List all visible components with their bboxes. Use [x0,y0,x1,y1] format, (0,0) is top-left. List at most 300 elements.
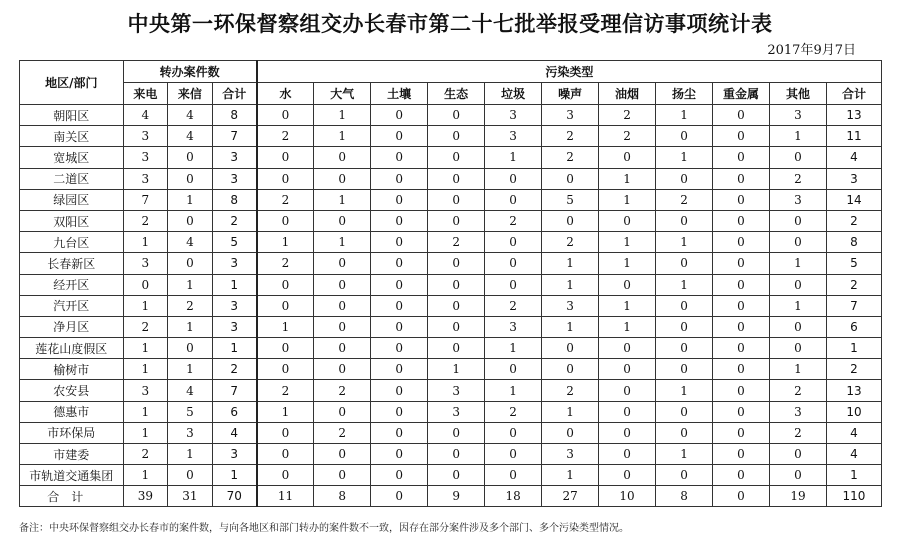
table-cell: 1 [656,380,713,401]
region-name: 长春新区 [20,253,124,274]
table-cell: 0 [656,338,713,359]
table-cell: 0 [713,465,770,486]
table-cell: 3 [212,295,257,316]
table-cell: 1 [257,316,314,337]
page-title: 中央第一环保督察组交办长春市第二十七批举报受理信访事项统计表 [127,12,773,36]
pollution-group-header: 污染类型 [257,61,882,83]
table-cell: 1 [599,253,656,274]
table-cell: 0 [713,401,770,422]
table-cell: 1 [769,126,826,147]
table-cell: 3 [123,147,168,168]
table-cell: 1 [314,189,371,210]
table-cell: 0 [485,232,542,253]
table-cell: 0 [371,168,428,189]
table-cell: 0 [371,295,428,316]
table-cell: 0 [485,168,542,189]
table-row [20,274,882,295]
region-name: 市环保局 [20,422,124,443]
region-name: 朝阳区 [20,105,124,126]
table-cell: 0 [485,274,542,295]
table-cell: 2 [168,295,213,316]
table-cell: 0 [314,465,371,486]
table-cell: 0 [599,380,656,401]
table-cell: 0 [713,189,770,210]
total-cell: 0 [371,486,428,507]
table-cell: 1 [314,126,371,147]
table-cell: 1 [542,465,599,486]
table-cell: 8 [826,232,881,253]
table-cell: 4 [168,380,213,401]
table-cell: 0 [485,189,542,210]
table-cell: 0 [428,316,485,337]
table-cell: 0 [485,444,542,465]
table-cell: 0 [168,210,213,231]
region-name: 九台区 [20,232,124,253]
table-cell: 2 [123,210,168,231]
region-name: 汽开区 [20,295,124,316]
table-cell: 0 [599,147,656,168]
pollution-col-header: 大气 [314,83,371,105]
table-cell: 3 [212,316,257,337]
table-cell: 0 [769,465,826,486]
total-label: 合计 [47,489,96,504]
table-cell: 7 [123,189,168,210]
table-cell: 2 [314,422,371,443]
table-cell: 0 [713,295,770,316]
table-cell: 0 [713,105,770,126]
table-cell: 0 [542,168,599,189]
table-cell: 3 [428,401,485,422]
table-cell: 2 [257,380,314,401]
table-cell: 13 [826,105,881,126]
table-cell: 0 [428,210,485,231]
table-cell: 3 [485,126,542,147]
table-row [20,168,882,189]
table-cell: 0 [485,465,542,486]
table-cell: 4 [826,422,881,443]
pollution-col-header: 重金属 [713,83,770,105]
table-cell: 0 [371,189,428,210]
pollution-col-header: 噪声 [542,83,599,105]
table-cell: 1 [485,147,542,168]
table-cell: 3 [485,316,542,337]
table-cell: 5 [826,253,881,274]
region-name: 榆树市 [20,359,124,380]
table-cell: 0 [428,105,485,126]
table-cell: 0 [314,168,371,189]
table-cell: 0 [428,147,485,168]
pollution-col-header: 合计 [826,83,881,105]
table-cell: 0 [257,465,314,486]
table-cell: 0 [257,168,314,189]
table-cell: 0 [257,147,314,168]
table-cell: 2 [428,232,485,253]
table-cell: 0 [371,338,428,359]
statistics-table [19,60,882,507]
table-cell: 6 [826,316,881,337]
table-cell: 8 [212,189,257,210]
table-cell: 0 [314,338,371,359]
table-cell: 1 [769,359,826,380]
table-cell: 0 [542,338,599,359]
table-cell: 1 [599,232,656,253]
footnote: 备注：中央环保督察组交办长春市的案件数，与向各地区和部门转办的案件数不一致，因存在部分案件涉及多个部门、多个污染类型情况。 [19,523,629,534]
table-cell: 1 [485,338,542,359]
table-cell: 0 [599,465,656,486]
total-cell: 8 [314,486,371,507]
transfer-col-header: 来信 [168,83,213,105]
table-cell: 0 [656,253,713,274]
table-cell: 0 [428,274,485,295]
table-cell: 1 [599,168,656,189]
table-cell: 0 [599,401,656,422]
table-cell: 4 [123,105,168,126]
table-cell: 2 [769,380,826,401]
table-cell: 3 [212,168,257,189]
table-cell: 0 [371,316,428,337]
table-cell: 0 [371,465,428,486]
table-cell: 0 [428,444,485,465]
table-row [20,126,882,147]
table-cell: 1 [212,338,257,359]
table-cell: 0 [371,105,428,126]
table-cell: 0 [257,444,314,465]
table-cell: 2 [826,274,881,295]
table-cell: 0 [257,359,314,380]
table-cell: 1 [212,465,257,486]
table-cell: 2 [212,359,257,380]
table-cell: 0 [168,338,213,359]
table-cell: 0 [314,444,371,465]
table-cell: 3 [826,168,881,189]
table-cell: 0 [769,444,826,465]
table-cell: 0 [314,359,371,380]
table-row [20,232,882,253]
table-cell: 2 [123,316,168,337]
table-cell: 0 [599,359,656,380]
table-cell: 4 [826,147,881,168]
table-cell: 0 [428,189,485,210]
table-cell: 7 [212,126,257,147]
table-cell: 3 [212,147,257,168]
table-cell: 1 [542,401,599,422]
table-row [20,189,882,210]
table-row [20,147,882,168]
table-cell: 0 [257,274,314,295]
table-cell: 1 [168,274,213,295]
table-cell: 1 [656,274,713,295]
table-cell: 4 [168,126,213,147]
pollution-col-header: 水 [257,83,314,105]
transfer-group-header: 转办案件数 [123,61,257,83]
pollution-col-header: 扬尘 [656,83,713,105]
transfer-col-header: 合计 [212,83,257,105]
region-name: 宽城区 [20,147,124,168]
table-cell: 0 [371,401,428,422]
table-cell: 0 [769,274,826,295]
table-cell: 0 [713,274,770,295]
table-cell: 0 [314,401,371,422]
table-cell: 0 [428,338,485,359]
table-cell: 0 [371,210,428,231]
table-cell: 0 [485,422,542,443]
table-cell: 1 [656,444,713,465]
table-cell: 3 [542,105,599,126]
table-cell: 2 [769,168,826,189]
table-cell: 3 [542,295,599,316]
table-cell: 4 [168,105,213,126]
total-cell: 110 [826,486,881,507]
region-name: 南关区 [20,126,124,147]
table-cell: 2 [542,380,599,401]
table-cell: 0 [257,422,314,443]
table-cell: 0 [656,401,713,422]
table-cell: 1 [257,401,314,422]
total-cell: 70 [212,486,257,507]
table-cell: 0 [314,295,371,316]
table-cell: 1 [599,189,656,210]
table-cell: 0 [656,359,713,380]
table-cell: 8 [212,105,257,126]
pollution-col-header: 其他 [769,83,826,105]
table-cell: 3 [168,422,213,443]
table-cell: 1 [769,253,826,274]
table-cell: 0 [769,210,826,231]
table-cell: 1 [168,359,213,380]
table-cell: 3 [769,189,826,210]
region-name: 市建委 [20,444,124,465]
table-cell: 5 [212,232,257,253]
table-cell: 0 [371,422,428,443]
table-row [20,401,882,422]
table-cell: 4 [212,422,257,443]
region-name: 绿园区 [20,189,124,210]
table-cell: 0 [713,232,770,253]
region-header: 地区/部门 [20,61,124,105]
table-cell: 2 [769,422,826,443]
total-row [20,486,882,507]
table-cell: 1 [542,274,599,295]
table-cell: 0 [428,465,485,486]
table-cell: 2 [485,210,542,231]
table-cell: 0 [428,295,485,316]
table-cell: 0 [542,422,599,443]
table-cell: 7 [826,295,881,316]
total-cell: 18 [485,486,542,507]
table-cell: 0 [599,444,656,465]
region-name: 双阳区 [20,210,124,231]
table-cell: 0 [713,422,770,443]
table-cell: 0 [713,444,770,465]
table-row [20,210,882,231]
table-cell: 11 [826,126,881,147]
total-cell: 9 [428,486,485,507]
region-name: 德惠市 [20,401,124,422]
table-cell: 10 [826,401,881,422]
table-cell: 0 [713,380,770,401]
region-name: 经开区 [20,274,124,295]
table-cell: 1 [123,359,168,380]
table-cell: 2 [542,232,599,253]
table-cell: 3 [769,105,826,126]
region-name: 莲花山度假区 [20,338,124,359]
total-cell: 31 [168,486,213,507]
table-cell: 0 [656,316,713,337]
table-cell: 1 [599,316,656,337]
table-cell: 0 [314,210,371,231]
table-cell: 7 [212,380,257,401]
table-cell: 1 [123,422,168,443]
total-cell: 27 [542,486,599,507]
table-cell: 2 [257,253,314,274]
table-cell: 2 [826,359,881,380]
table-cell: 1 [428,359,485,380]
table-cell: 2 [257,189,314,210]
table-cell: 0 [769,232,826,253]
table-row [20,380,882,401]
table-row [20,338,882,359]
table-cell: 0 [168,147,213,168]
table-cell: 0 [656,295,713,316]
table-cell: 0 [428,168,485,189]
total-cell: 0 [713,486,770,507]
table-cell: 1 [168,444,213,465]
table-cell: 2 [257,126,314,147]
table-cell: 4 [826,444,881,465]
region-name: 二道区 [20,168,124,189]
table-cell: 0 [371,253,428,274]
table-cell: 3 [485,105,542,126]
table-cell: 4 [168,232,213,253]
table-cell: 0 [713,316,770,337]
table-cell: 1 [826,338,881,359]
table-cell: 0 [314,316,371,337]
table-cell: 0 [769,147,826,168]
table-cell: 3 [123,126,168,147]
table-cell: 0 [168,253,213,274]
table-cell: 2 [656,189,713,210]
table-cell: 0 [599,210,656,231]
table-cell: 0 [371,126,428,147]
table-cell: 2 [599,126,656,147]
total-cell: 11 [257,486,314,507]
table-cell: 1 [212,274,257,295]
table-cell: 5 [168,401,213,422]
table-cell: 0 [713,126,770,147]
table-row [20,253,882,274]
table-cell: 2 [599,105,656,126]
table-row [20,422,882,443]
table-cell: 1 [485,380,542,401]
table-cell: 1 [314,232,371,253]
table-row [20,295,882,316]
table-row [20,444,882,465]
table-cell: 2 [212,210,257,231]
region-name: 农安县 [20,380,124,401]
table-cell: 0 [713,147,770,168]
table-cell: 3 [212,444,257,465]
table-cell: 0 [168,168,213,189]
table-cell: 1 [123,465,168,486]
table-cell: 0 [257,105,314,126]
table-cell: 1 [826,465,881,486]
table-cell: 2 [542,147,599,168]
table-cell: 1 [542,316,599,337]
table-cell: 0 [168,465,213,486]
table-cell: 1 [314,105,371,126]
table-cell: 0 [371,274,428,295]
table-cell: 0 [599,422,656,443]
table-cell: 0 [371,359,428,380]
table-cell: 0 [428,253,485,274]
table-cell: 3 [212,253,257,274]
table-cell: 3 [542,444,599,465]
table-cell: 2 [485,295,542,316]
table-cell: 0 [656,210,713,231]
table-cell: 0 [257,210,314,231]
pollution-col-header: 生态 [428,83,485,105]
table-cell: 0 [314,147,371,168]
table-cell: 0 [542,359,599,380]
total-cell: 10 [599,486,656,507]
region-name: 净月区 [20,316,124,337]
table-cell: 1 [123,401,168,422]
table-cell: 0 [713,168,770,189]
table-cell: 6 [212,401,257,422]
table-cell: 1 [168,316,213,337]
total-cell: 8 [656,486,713,507]
table-row [20,105,882,126]
table-cell: 1 [123,338,168,359]
table-cell: 0 [257,295,314,316]
table-cell: 3 [123,253,168,274]
table-cell: 0 [599,338,656,359]
total-cell: 19 [769,486,826,507]
pollution-col-header: 垃圾 [485,83,542,105]
table-cell: 1 [123,295,168,316]
table-cell: 2 [542,126,599,147]
table-body [20,105,882,507]
table-cell: 0 [428,126,485,147]
table-cell: 2 [826,210,881,231]
table-cell: 0 [371,232,428,253]
table-cell: 0 [314,274,371,295]
table-cell: 0 [123,274,168,295]
table-cell: 0 [371,380,428,401]
table-row [20,359,882,380]
total-cell: 39 [123,486,168,507]
table-cell: 0 [371,147,428,168]
table-cell: 2 [314,380,371,401]
table-cell: 0 [542,210,599,231]
table-cell: 1 [769,295,826,316]
table-row [20,465,882,486]
table-cell: 0 [257,338,314,359]
table-cell: 3 [123,168,168,189]
table-cell: 5 [542,189,599,210]
table-cell: 3 [428,380,485,401]
table-cell: 1 [656,232,713,253]
table-cell: 0 [656,422,713,443]
table-cell: 1 [257,232,314,253]
table-cell: 1 [123,232,168,253]
table-cell: 0 [314,253,371,274]
table-cell: 2 [485,401,542,422]
table-cell: 14 [826,189,881,210]
table-cell: 1 [656,105,713,126]
table-cell: 0 [769,316,826,337]
subheader-row [20,83,882,105]
